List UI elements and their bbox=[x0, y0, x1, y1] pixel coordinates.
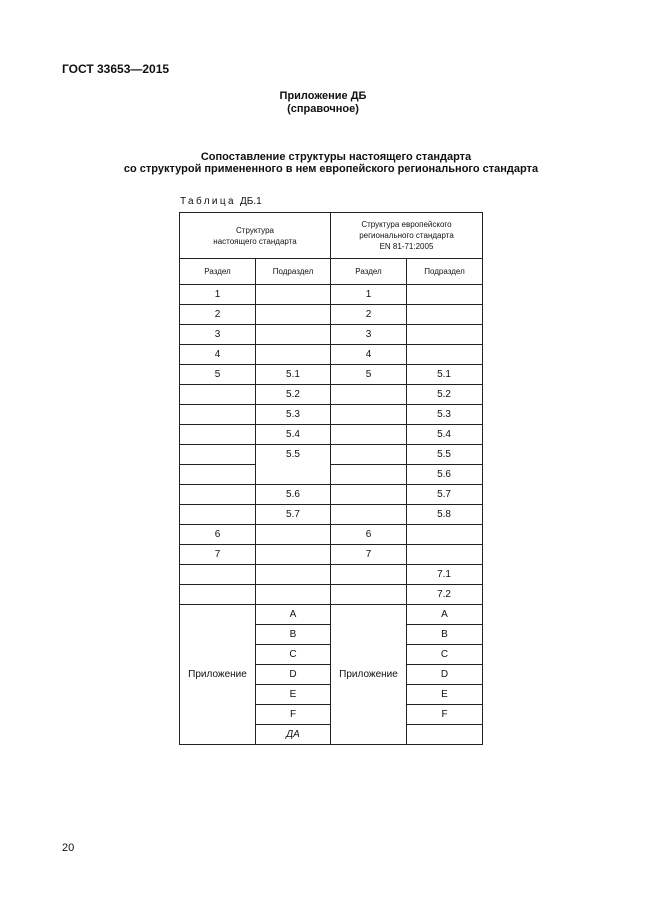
table-row bbox=[180, 285, 483, 305]
header-current-standard bbox=[180, 213, 331, 259]
table-cell bbox=[256, 345, 331, 365]
table-cell: 4 bbox=[180, 345, 256, 365]
table-row bbox=[180, 445, 483, 465]
table-caption-word: Таблица bbox=[180, 196, 237, 207]
table-cell: 5.7 bbox=[407, 485, 483, 505]
table-cell: E bbox=[407, 685, 483, 705]
table-cell: 5 bbox=[180, 365, 256, 385]
table-cell bbox=[407, 305, 483, 325]
table-cell: C bbox=[256, 645, 331, 665]
table-row bbox=[180, 365, 483, 385]
page-number: 20 bbox=[62, 842, 75, 854]
comparison-table bbox=[179, 212, 483, 745]
table-cell: F bbox=[256, 705, 331, 725]
table-cell bbox=[256, 525, 331, 545]
table-cell bbox=[256, 305, 331, 325]
table-cell: 6 bbox=[331, 525, 407, 545]
table-row bbox=[180, 345, 483, 365]
appendix-subtitle: (справочное) bbox=[287, 103, 359, 115]
table-row bbox=[180, 465, 483, 485]
table-cell bbox=[180, 385, 256, 405]
table-header-row bbox=[180, 213, 483, 259]
annex-label-right: Приложение bbox=[331, 605, 407, 745]
table-cell: B bbox=[256, 625, 331, 645]
table-cell bbox=[331, 465, 407, 485]
header-right-line: EN 81-71:2005 bbox=[379, 242, 434, 251]
table-cell bbox=[407, 325, 483, 345]
appendix-title: Приложение ДБ bbox=[279, 90, 367, 102]
table-caption-id: ДБ.1 bbox=[240, 196, 262, 207]
table-cell: C bbox=[407, 645, 483, 665]
table-cell: 3 bbox=[331, 325, 407, 345]
table-cell: E bbox=[256, 685, 331, 705]
header-right-line: Структура европейского bbox=[361, 220, 452, 229]
table-cell bbox=[331, 425, 407, 445]
header-left-line: Структура bbox=[236, 225, 274, 235]
table-cell: 7 bbox=[331, 545, 407, 565]
table-cell bbox=[180, 565, 256, 585]
header-right-line: регионального стандарта bbox=[359, 231, 454, 240]
table-cell: D bbox=[256, 665, 331, 685]
table-row bbox=[180, 585, 483, 605]
table-cell bbox=[407, 345, 483, 365]
table-cell: 7 bbox=[180, 545, 256, 565]
table-row bbox=[180, 385, 483, 405]
header-european-standard bbox=[331, 213, 483, 259]
table-cell bbox=[407, 725, 483, 745]
document-code: ГОСТ 33653—2015 bbox=[62, 62, 170, 76]
annex-row bbox=[180, 605, 483, 625]
table-cell: 5.4 bbox=[256, 425, 331, 445]
table-cell: D bbox=[407, 665, 483, 685]
table-cell: 5.4 bbox=[407, 425, 483, 445]
table-cell: 1 bbox=[331, 285, 407, 305]
table-caption bbox=[180, 196, 262, 207]
table-subheader-row bbox=[180, 259, 483, 285]
table-row bbox=[180, 545, 483, 565]
table-cell bbox=[180, 405, 256, 425]
table-cell bbox=[180, 585, 256, 605]
table-cell bbox=[407, 525, 483, 545]
table-row bbox=[180, 565, 483, 585]
table-cell: 5.2 bbox=[407, 385, 483, 405]
table-cell: 7.1 bbox=[407, 565, 483, 585]
table-cell bbox=[331, 585, 407, 605]
table-row bbox=[180, 505, 483, 525]
table-cell: A bbox=[256, 605, 331, 625]
table-cell: 2 bbox=[331, 305, 407, 325]
table-cell bbox=[256, 565, 331, 585]
table-cell: 5 bbox=[331, 365, 407, 385]
table-cell: 5.1 bbox=[407, 365, 483, 385]
table-cell: 5.6 bbox=[256, 485, 331, 505]
subheader-section: Раздел bbox=[331, 259, 407, 285]
title-line-2: со структурой примененного в нем европейского регионального стандарта bbox=[123, 163, 539, 175]
table-cell: 5.2 bbox=[256, 385, 331, 405]
subheader-subsection: Подраздел bbox=[407, 259, 483, 285]
table-cell: A bbox=[407, 605, 483, 625]
table-cell: B bbox=[407, 625, 483, 645]
table-cell: 5.1 bbox=[256, 365, 331, 385]
table-cell bbox=[331, 485, 407, 505]
table-cell bbox=[407, 545, 483, 565]
table-cell bbox=[256, 545, 331, 565]
table-cell bbox=[331, 405, 407, 425]
table-cell: 5.5 bbox=[407, 445, 483, 465]
table-row bbox=[180, 305, 483, 325]
table-cell: 5.3 bbox=[256, 405, 331, 425]
subheader-section: Раздел bbox=[180, 259, 256, 285]
annex-label-left: Приложение bbox=[180, 605, 256, 745]
table-cell: F bbox=[407, 705, 483, 725]
table-cell: 5.6 bbox=[407, 465, 483, 485]
table-cell: 6 bbox=[180, 525, 256, 545]
table-cell: 5.5 bbox=[256, 445, 331, 485]
table-cell: 5.8 bbox=[407, 505, 483, 525]
table-cell bbox=[331, 445, 407, 465]
table-cell bbox=[256, 325, 331, 345]
table-cell bbox=[180, 505, 256, 525]
header-left-line: настоящего стандарта bbox=[213, 236, 297, 246]
table-cell bbox=[256, 285, 331, 305]
table-cell bbox=[180, 425, 256, 445]
table-cell: 5.3 bbox=[407, 405, 483, 425]
table-cell: ДА bbox=[256, 725, 331, 745]
table-cell bbox=[256, 585, 331, 605]
table-row bbox=[180, 485, 483, 505]
table-cell: 5.7 bbox=[256, 505, 331, 525]
table-cell bbox=[180, 485, 256, 505]
table-cell bbox=[331, 385, 407, 405]
table-row bbox=[180, 325, 483, 345]
table-cell bbox=[407, 285, 483, 305]
table-cell bbox=[180, 465, 256, 485]
table-cell bbox=[180, 445, 256, 465]
table-cell bbox=[331, 565, 407, 585]
title-line-1: Сопоставление структуры настоящего стандарта bbox=[200, 151, 472, 163]
table-cell: 1 bbox=[180, 285, 256, 305]
table-cell: 2 bbox=[180, 305, 256, 325]
table-row bbox=[180, 405, 483, 425]
subheader-subsection: Подраздел bbox=[256, 259, 331, 285]
table-row bbox=[180, 525, 483, 545]
table-cell bbox=[331, 505, 407, 525]
table-row bbox=[180, 425, 483, 445]
table-cell: 4 bbox=[331, 345, 407, 365]
table-cell: 7.2 bbox=[407, 585, 483, 605]
table-cell: 3 bbox=[180, 325, 256, 345]
